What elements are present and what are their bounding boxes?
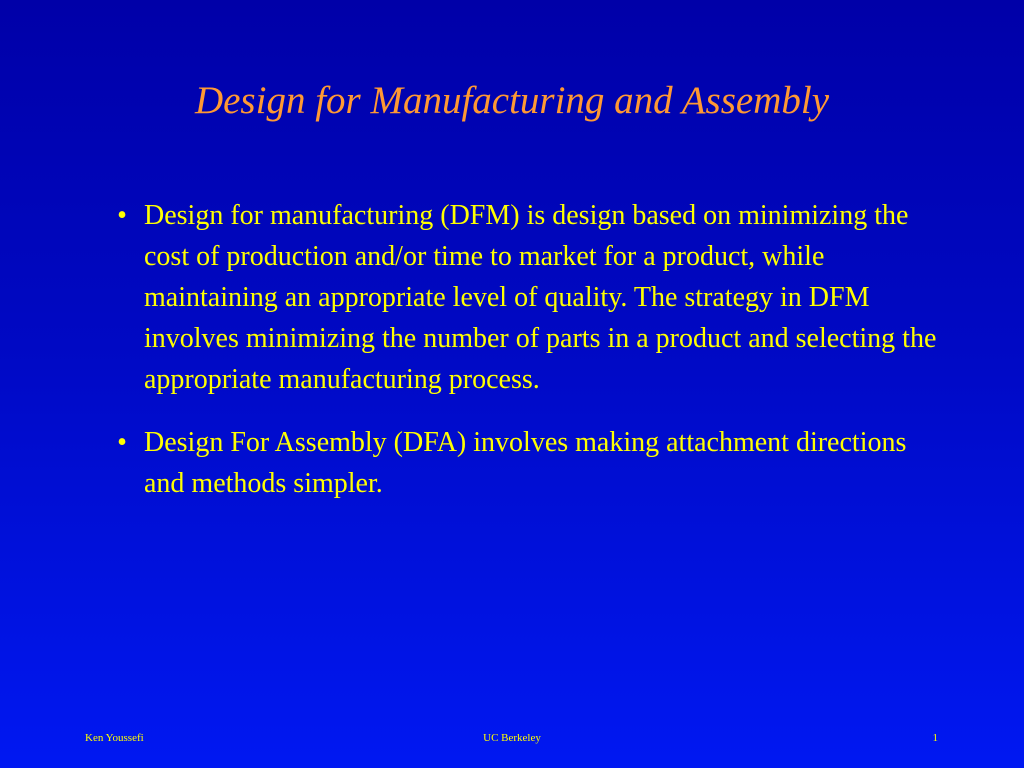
bullet-marker: • [117, 200, 127, 231]
footer-institution: UC Berkeley [483, 732, 541, 744]
bullet-item-dfa [100, 422, 950, 504]
bullet-text-dfa: Design For Assembly (DFA) involves making attachment directions and methods simpler. [144, 427, 907, 499]
bullet-list [100, 195, 950, 526]
bullet-marker: • [117, 427, 127, 458]
bullet-text-dfm: Design for manufacturing (DFM) is design based on minimizing the cost of production and/or time to market for a product, while maintaining an appropriate level of quality. The strategy in DFM involves minimizing the number of parts in a product and selecting the appropriate manufacturing process. [144, 200, 937, 395]
bullet-item-dfm [100, 195, 950, 400]
footer-author: Ken Youssefi [85, 732, 144, 744]
footer-page-number: 1 [932, 732, 938, 744]
slide-title: Design for Manufacturing and Assembly [194, 79, 830, 122]
